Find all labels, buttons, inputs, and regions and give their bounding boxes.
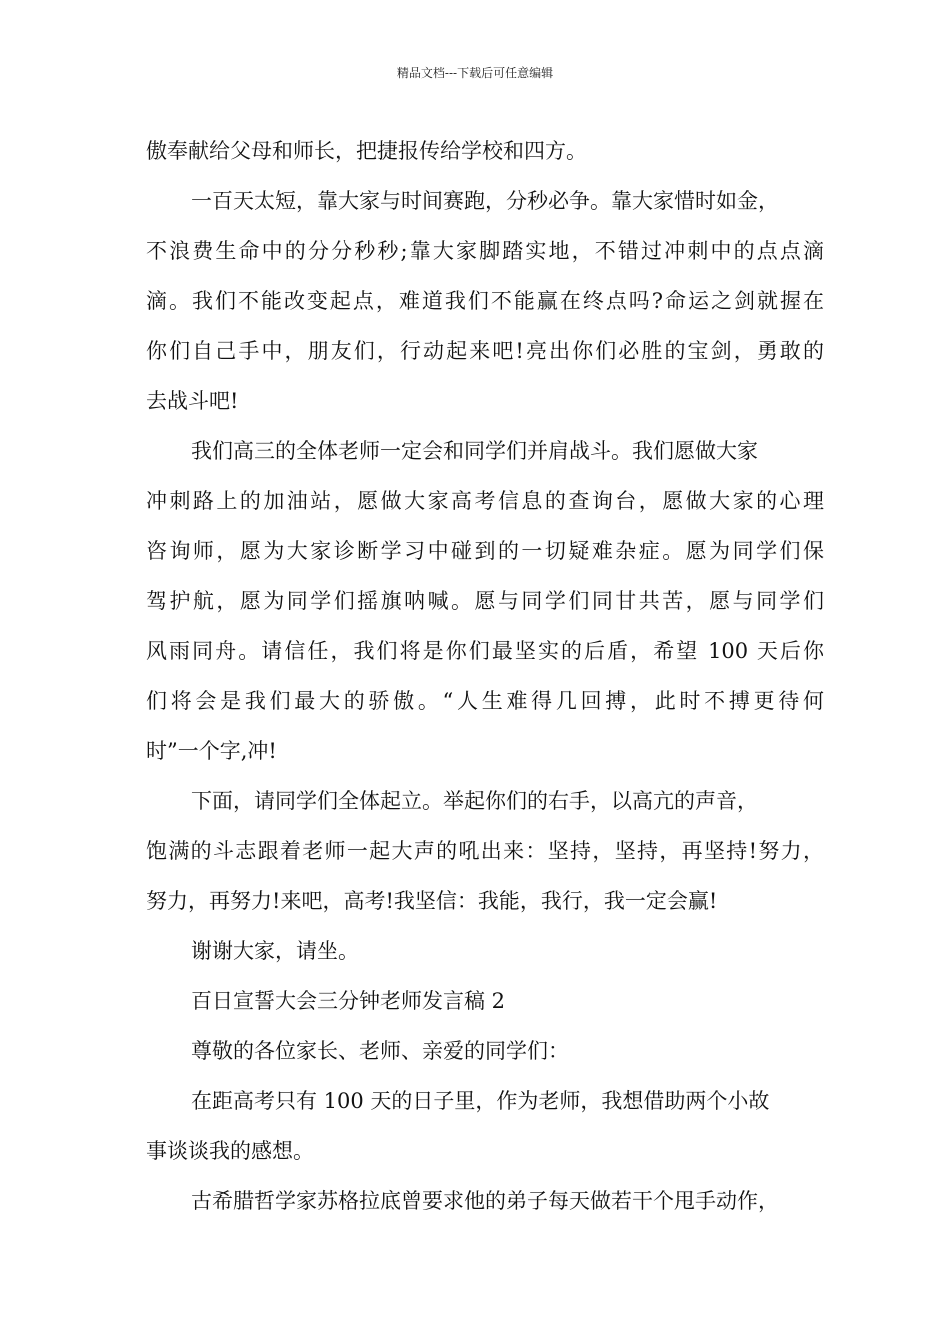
paragraph-line: 傲奉献给父母和师长，把捷报传给学校和四方。 <box>146 139 587 163</box>
paragraph-line: 饱满的斗志跟着老师一起大声的吼出来：坚持，坚持，再坚持!努力， <box>146 839 824 863</box>
paragraph-line: 一百天太短，靠大家与时间赛跑，分秒必争。靠大家惜时如金， <box>191 189 779 213</box>
paragraph-line: 冲刺路上的加油站，愿做大家高考信息的查询台，愿做大家的心理 <box>146 489 824 513</box>
paragraph-line: 去战斗吧! <box>146 389 239 413</box>
section-title: 百日宣誓大会三分钟老师发言稿 2 <box>191 989 506 1013</box>
paragraph-line: 们将会是我们最大的骄傲。“人生难得几回搏，此时不搏更待何 <box>146 689 824 713</box>
paragraph-line: 滴。我们不能改变起点，难道我们不能赢在终点吗?命运之剑就握在 <box>146 289 824 313</box>
page-header: 精品文档---下载后可任意编辑 <box>396 66 554 80</box>
paragraph-line: 时”一个字,冲! <box>146 739 277 763</box>
paragraph-line: 驾护航，愿为同学们摇旗呐喊。愿与同学们同甘共苦，愿与同学们 <box>146 589 824 613</box>
paragraph-line: 咨询师，愿为大家诊断学习中碰到的一切疑难杂症。愿为同学们保 <box>146 539 824 563</box>
paragraph-line: 在距高考只有 100 天的日子里，作为老师，我想借助两个小故 <box>191 1089 770 1113</box>
paragraph-line: 风雨同舟。请信任，我们将是你们最坚实的后盾，希望 100 天后你 <box>146 639 824 663</box>
paragraph-line: 古希腊哲学家苏格拉底曾要求他的弟子每天做若干个甩手动作， <box>191 1189 779 1213</box>
paragraph-line: 你们自己手中，朋友们，行动起来吧!亮出你们必胜的宝剑，勇敢的 <box>146 339 824 363</box>
paragraph-line: 努力，再努力!来吧，高考!我坚信：我能，我行，我一定会赢! <box>146 889 718 913</box>
salutation: 尊敬的各位家长、老师、亲爱的同学们： <box>191 1039 569 1063</box>
paragraph-line: 不浪费生命中的分分秒秒;靠大家脚踏实地，不错过冲刺中的点点滴 <box>146 239 824 263</box>
paragraph-line: 谢谢大家，请坐。 <box>191 939 359 963</box>
paragraph-line: 事谈谈我的感想。 <box>146 1139 314 1163</box>
paragraph-line: 下面，请同学们全体起立。举起你们的右手，以高亢的声音， <box>191 789 758 813</box>
paragraph-line: 我们高三的全体老师一定会和同学们并肩战斗。我们愿做大家 <box>191 439 758 463</box>
